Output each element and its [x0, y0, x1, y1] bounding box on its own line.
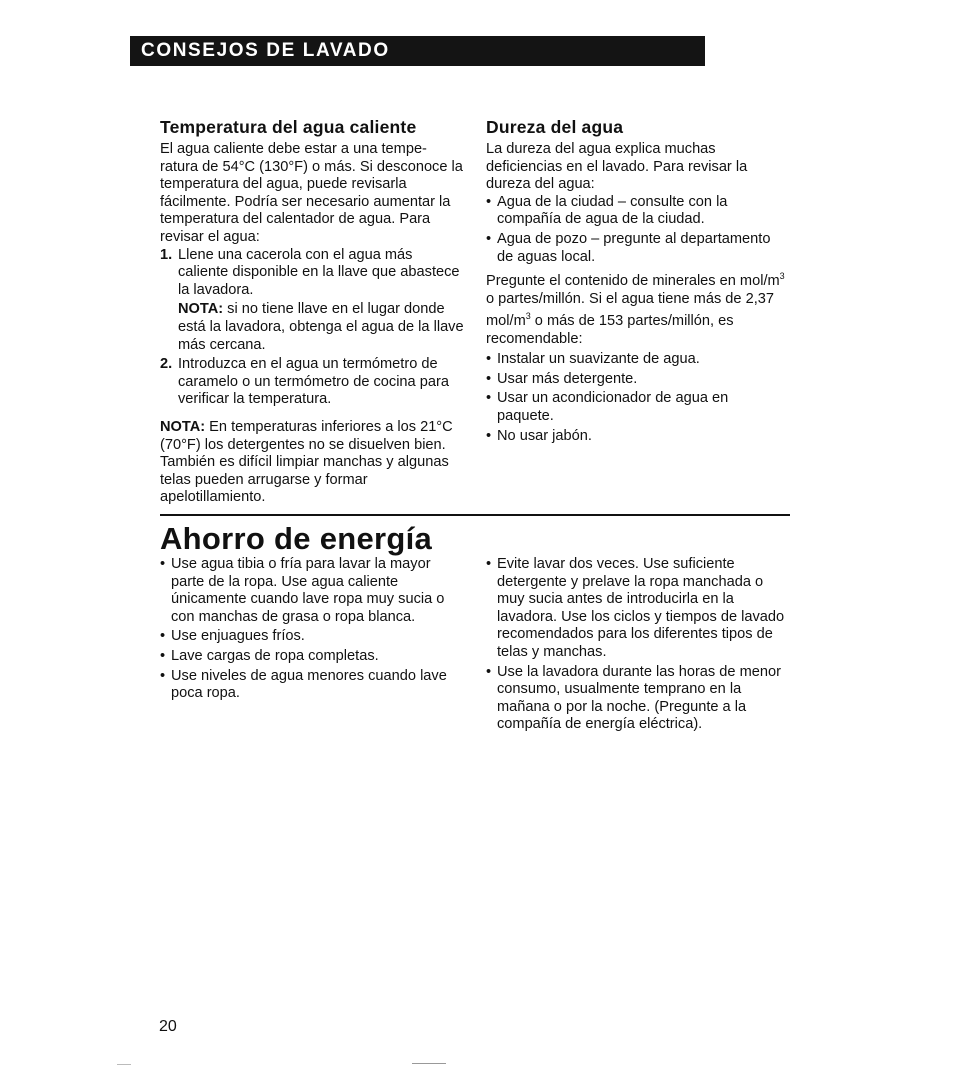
step-note-text: si no tiene llave en el lugar donde está la lavadora, obtenga el agua de la llave más cercana. [178, 301, 464, 353]
step-item [160, 247, 465, 355]
scan-mark [412, 1063, 446, 1064]
step-number: 2. [160, 356, 173, 373]
step-item [160, 356, 465, 409]
scan-mark [117, 1064, 131, 1065]
list-item: • Use la lavadora durante las horas de menor consumo, usualmente temprano en la mañana o por la noche. (Pregunte a la compañía de energía eléctrica). [486, 664, 786, 734]
energy-right-column [486, 556, 786, 736]
section-divider [160, 514, 790, 516]
list-item: • Use agua tibia o fría para lavar la mayor parte de la ropa. Use agua caliente únicamente cuando lave ropa muy sucia o con manchas de grasa o ropa blanca. [160, 556, 465, 626]
energy-right-list [486, 556, 786, 734]
list-item: • Usar un acondicionador de agua en paquete. [486, 390, 786, 425]
list-item: • Evite lavar dos veces. Use suficiente detergente y prelave la ropa manchada o muy sucia antes de introducirla en la lavadora. Use los ciclos y tiempos de lavado recomendados para los diferentes tipos de telas y manchas. [486, 556, 786, 662]
hardness-intro: La dureza del agua explica muchas deficiencias en el lavado. Para revisar la dureza del agua: [486, 141, 748, 193]
list-item: • Agua de la ciudad – consulte con la compañía de agua de la ciudad. [486, 194, 786, 229]
step-number: 1. [160, 246, 173, 263]
energy-left-column [160, 556, 465, 705]
section-banner: CONSEJOS DE LAVADO [130, 36, 705, 66]
temperature-note [160, 419, 465, 507]
list-item: • Use enjuagues fríos. [160, 628, 465, 646]
temperature-intro: El agua caliente debe estar a una tempe- ratura de 54°C (130°F) o más. Si desconoce la temperatura del agua, puede revisarla fácilmente. Podría ser necesario aumentar la temperatura del calentador de agua. Para revisar el agua: [160, 141, 463, 245]
hardness-column [486, 117, 786, 447]
hardness-heading: Dureza del agua [486, 117, 624, 137]
hardness-sources-list [486, 194, 786, 266]
list-item: • Agua de pozo – pregunte al departamento de aguas local. [486, 231, 786, 266]
step-note [178, 301, 465, 354]
temperature-column [160, 117, 465, 507]
temperature-steps [160, 247, 465, 409]
step-note-label: NOTA: [178, 301, 224, 318]
superscript: 3 [779, 271, 785, 282]
list-item: • Usar más detergente. [486, 371, 786, 389]
hardness-minerals-text [486, 268, 786, 348]
note-text: En temperaturas inferiores a los 21°C (70°F) los detergentes no se disuelven bien. También es difícil limpiar manchas y algunas telas pueden arrugarse y formar apelotillamiento. [160, 418, 453, 506]
note-label: NOTA: [160, 418, 206, 435]
minerals-text-c: o más de 153 partes/millón, es recomendable: [486, 313, 734, 347]
temperature-heading: Temperatura del agua caliente [160, 117, 417, 137]
minerals-text-a: Pregunte el contenido de minerales en mol/m [486, 273, 780, 290]
list-item: • Instalar un suavizante de agua. [486, 351, 786, 369]
step-text: Introduzca en el agua un termómetro de caramelo o un termómetro de cocina para verificar la temperatura. [178, 356, 449, 408]
superscript: 3 [525, 311, 531, 322]
energy-left-list [160, 556, 465, 703]
hardness-recommendations-list [486, 351, 786, 445]
page-number: 20 [159, 1018, 177, 1035]
step-text: Llene una cacerola con el agua más caliente disponible en la llave que abastece la lavadora. [178, 246, 460, 298]
minerals-text-b: o partes/millón. Si el agua tiene más de 2,37 mol/m [486, 290, 774, 330]
list-item: • No usar jabón. [486, 428, 786, 446]
energy-saving-heading: Ahorro de energía [160, 521, 433, 556]
list-item: • Use niveles de agua menores cuando lave poca ropa. [160, 668, 465, 703]
list-item: • Lave cargas de ropa completas. [160, 648, 465, 666]
